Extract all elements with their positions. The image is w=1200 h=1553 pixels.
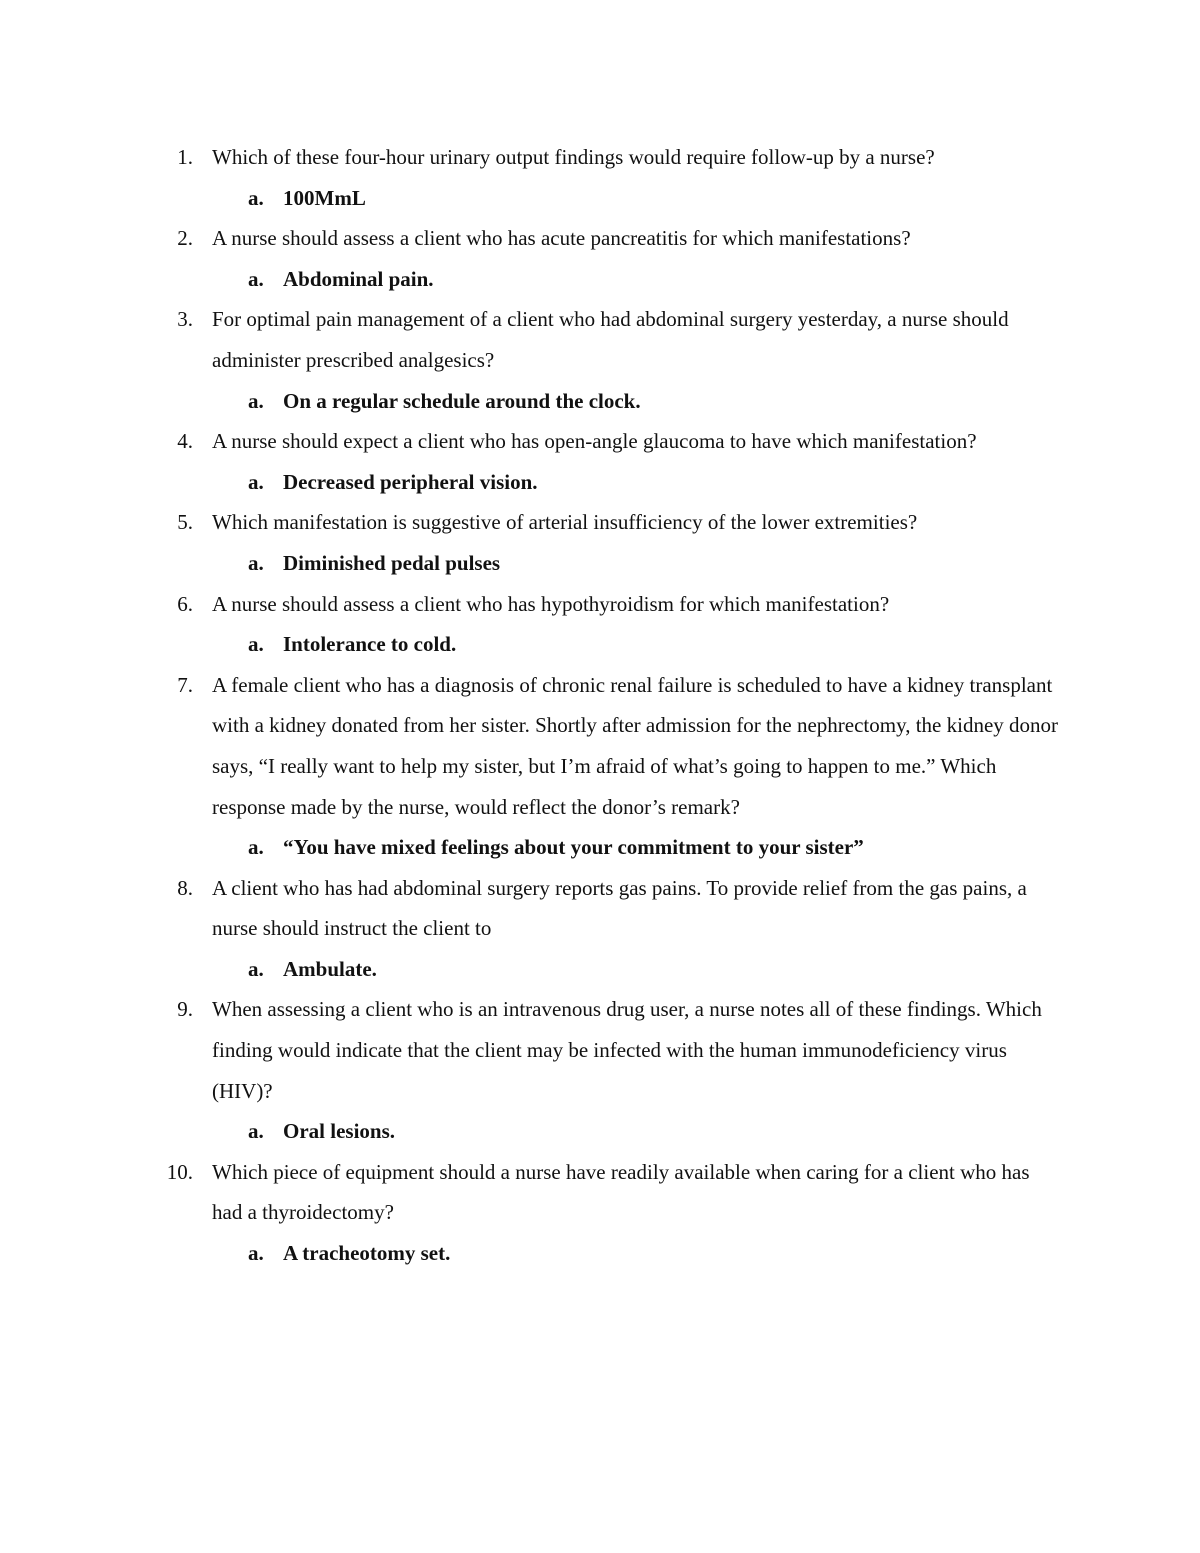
answer-text: 100MmL <box>283 185 366 210</box>
question-text: A client who has had abdominal surgery reports gas pains. To provide relief from the gas pains, a nurse should instruct the client to <box>212 875 1027 941</box>
question-item-6 <box>0 584 1200 665</box>
question-row <box>0 868 1062 949</box>
answer-letter: a. <box>248 469 264 494</box>
question-item-4 <box>0 421 1200 502</box>
question-row <box>0 584 1062 625</box>
question-number: 2. <box>177 226 193 251</box>
answer-text: Diminished pedal pulses <box>283 550 501 575</box>
question-text: A nurse should expect a client who has open-angle glaucoma to have which manifestation? <box>212 429 977 454</box>
answer-row <box>0 949 1103 990</box>
answer-letter: a. <box>248 1241 264 1266</box>
answer-row <box>0 381 1103 422</box>
answer-letter: a. <box>248 266 264 291</box>
answer-text: Intolerance to cold. <box>283 632 457 657</box>
answer-row <box>0 178 1103 219</box>
question-number: 6. <box>177 591 193 616</box>
answer-letter: a. <box>248 185 264 210</box>
answer-row <box>0 1233 1103 1274</box>
answer-row <box>0 624 1103 665</box>
question-item-8 <box>0 868 1200 990</box>
question-text: For optimal pain management of a client who had abdominal surgery yesterday, a nurse should administer prescribed analgesics? <box>212 307 1009 372</box>
answer-text: Decreased peripheral vision. <box>283 469 538 494</box>
answer-letter: a. <box>248 1119 264 1144</box>
question-number: 1. <box>177 145 193 169</box>
question-item-9 <box>0 989 1200 1151</box>
question-number: 10. <box>166 1159 193 1184</box>
answer-letter: a. <box>248 550 264 575</box>
question-text: A nurse should assess a client who has acute pancreatitis for which manifestations? <box>212 226 911 251</box>
question-number: 4. <box>177 429 193 454</box>
question-text: When assessing a client who is an intravenous drug user, a nurse notes all of these findings. Which finding would indicate that the client may be infected with the human immunodeficiency virus (HIV)? <box>212 997 1042 1103</box>
answer-letter: a. <box>248 388 264 413</box>
question-number: 9. <box>177 997 193 1022</box>
answer-text: Oral lesions. <box>283 1119 396 1144</box>
question-row <box>0 137 1062 178</box>
answer-row <box>0 259 1103 300</box>
question-row <box>0 502 1062 543</box>
question-text: A female client who has a diagnosis of chronic renal failure is scheduled to have a kidney transplant with a kidney donated from her sister. Shortly after admission for the nephrectomy, the kidney donor says, “I really want to help my sister, but I’m afraid of what’s going to happen to me.” Which response made by the nurse, would reflect the donor’s remark? <box>212 672 1059 819</box>
answer-letter: a. <box>248 956 264 981</box>
question-number: 3. <box>177 307 193 332</box>
answer-text: A tracheotomy set. <box>283 1241 451 1266</box>
question-text: Which manifestation is suggestive of arterial insufficiency of the lower extremities? <box>212 510 918 535</box>
answer-row <box>0 1111 1103 1152</box>
question-item-7 <box>0 665 1200 868</box>
answer-letter: a. <box>248 632 264 657</box>
question-row <box>0 218 1062 259</box>
question-row <box>0 299 1062 380</box>
answer-row <box>0 543 1103 584</box>
answer-letter: a. <box>248 835 264 860</box>
question-item-5 <box>0 502 1200 583</box>
question-row <box>0 989 1062 1111</box>
question-row <box>0 1152 1062 1233</box>
question-item-3 <box>0 299 1200 421</box>
question-item-10 <box>0 1152 1200 1274</box>
question-item-1 <box>0 137 1200 218</box>
question-number: 5. <box>177 510 193 535</box>
question-item-2 <box>0 218 1200 299</box>
answer-row <box>0 462 1103 503</box>
question-number: 7. <box>177 672 193 697</box>
question-text: Which of these four-hour urinary output findings would require follow-up by a nurse? <box>212 145 935 169</box>
question-row <box>0 665 1062 827</box>
answer-text: Abdominal pain. <box>283 266 434 291</box>
answer-text: On a regular schedule around the clock. <box>283 388 641 413</box>
answer-row <box>0 827 1103 868</box>
question-number: 8. <box>177 875 193 900</box>
answer-text: Ambulate. <box>283 956 377 981</box>
question-row <box>0 421 1062 462</box>
question-list <box>0 137 1200 1274</box>
question-text: A nurse should assess a client who has hypothyroidism for which manifestation? <box>212 591 890 616</box>
answer-text: “You have mixed feelings about your commitment to your sister” <box>283 835 864 860</box>
question-text: Which piece of equipment should a nurse have readily available when caring for a client who has had a thyroidectomy? <box>212 1159 1030 1225</box>
